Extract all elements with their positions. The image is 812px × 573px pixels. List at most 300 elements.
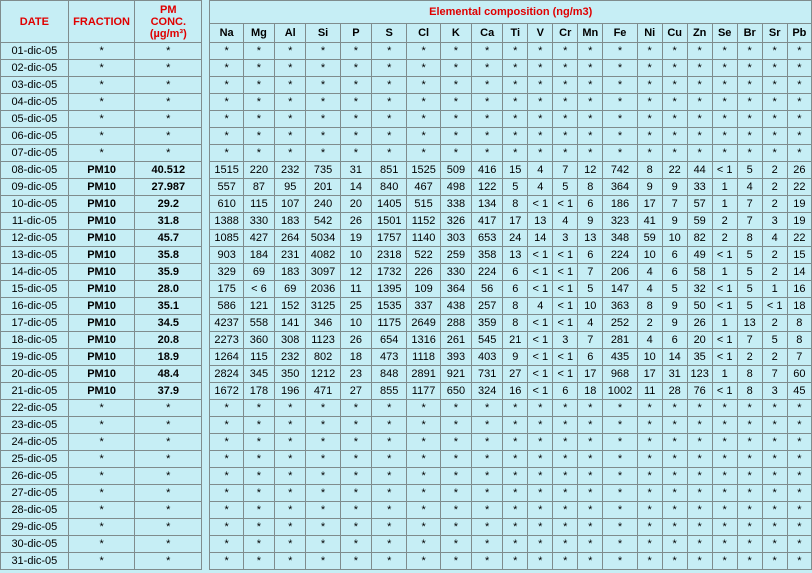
value-cell-ca: * [472,43,503,60]
table-row [1,315,812,332]
value-cell-v: * [528,502,553,519]
value-cell-se: < 1 [712,247,737,264]
value-cell-br: * [737,60,762,77]
value-cell-cl: * [407,400,440,417]
date-cell: 07-dic-05 [1,145,69,162]
date-cell: 16-dic-05 [1,298,69,315]
value-cell-sr: * [762,468,787,485]
value-cell-ni: * [637,43,662,60]
value-cell-zn: * [687,400,712,417]
separator-cell [202,451,210,468]
value-cell-cr: * [553,502,578,519]
value-cell-k: 509 [440,162,471,179]
value-cell-sr: 2 [762,162,787,179]
value-cell-si: 542 [306,213,340,230]
value-cell-pb: * [787,519,811,536]
value-cell-na: * [210,77,243,94]
value-cell-cr: < 1 [553,196,578,213]
pm-conc-cell: 27.987 [135,179,202,196]
table-row [1,94,812,111]
value-cell-cr: * [553,519,578,536]
value-cell-s: * [372,553,407,570]
date-cell: 20-dic-05 [1,366,69,383]
date-cell: 22-dic-05 [1,400,69,417]
value-cell-cr: < 1 [553,315,578,332]
value-cell-ti: 13 [503,247,528,264]
value-cell-se: * [712,519,737,536]
date-cell: 21-dic-05 [1,383,69,400]
value-cell-se: < 1 [712,298,737,315]
value-cell-p: * [340,111,371,128]
value-cell-al: * [275,145,306,162]
value-cell-br: 7 [737,196,762,213]
pm-conc-cell: 37.9 [135,383,202,400]
value-cell-cu: 9 [662,213,687,230]
value-cell-ca: * [472,536,503,553]
value-cell-br: * [737,94,762,111]
value-cell-cu: * [662,400,687,417]
value-cell-mn: * [578,536,603,553]
table-row [1,162,812,179]
pm-header-unit: (µg/m³) [149,27,187,40]
value-cell-se: * [712,145,737,162]
value-cell-zn: * [687,94,712,111]
value-cell-ni: * [637,485,662,502]
value-cell-fe: * [603,536,637,553]
value-cell-al: 183 [275,213,306,230]
value-cell-br: * [737,502,762,519]
fraction-cell: * [68,468,135,485]
value-cell-sr: < 1 [762,298,787,315]
value-cell-na: 175 [210,281,243,298]
value-cell-ti: * [503,519,528,536]
value-cell-ca: 224 [472,264,503,281]
value-cell-s: * [372,111,407,128]
table-row [1,434,812,451]
value-cell-ti: 27 [503,366,528,383]
separator-cell [202,94,210,111]
value-cell-cu: 9 [662,179,687,196]
value-cell-ni: 11 [637,383,662,400]
value-cell-mg: * [243,60,274,77]
date-cell: 11-dic-05 [1,213,69,230]
value-cell-v: < 1 [528,383,553,400]
date-cell: 28-dic-05 [1,502,69,519]
value-cell-ca: 324 [472,383,503,400]
value-cell-v: * [528,60,553,77]
value-cell-se: * [712,43,737,60]
table-row [1,536,812,553]
value-cell-mg: * [243,417,274,434]
value-cell-k: 338 [440,196,471,213]
value-cell-cu: * [662,502,687,519]
value-cell-p: 26 [340,213,371,230]
value-cell-mn: 7 [578,264,603,281]
value-cell-sr: 2 [762,349,787,366]
table-row [1,468,812,485]
value-cell-ti: * [503,128,528,145]
pm-conc-cell: * [135,400,202,417]
element-header-k: K [440,24,471,43]
value-cell-si: * [306,400,340,417]
value-cell-zn: * [687,536,712,553]
value-cell-cr: < 1 [553,281,578,298]
value-cell-pb: 7 [787,349,811,366]
value-cell-si: 4082 [306,247,340,264]
date-cell: 01-dic-05 [1,43,69,60]
separator-cell [202,179,210,196]
value-cell-k: * [440,536,471,553]
value-cell-cu: 28 [662,383,687,400]
value-cell-p: * [340,519,371,536]
value-cell-fe: 323 [603,213,637,230]
table-row [1,400,812,417]
value-cell-ca: 731 [472,366,503,383]
fraction-cell: PM10 [68,179,135,196]
date-cell: 19-dic-05 [1,349,69,366]
value-cell-br: * [737,111,762,128]
value-cell-cu: * [662,43,687,60]
value-cell-ti: * [503,60,528,77]
value-cell-mg: * [243,536,274,553]
value-cell-ti: 17 [503,213,528,230]
value-cell-zn: * [687,434,712,451]
value-cell-na: * [210,145,243,162]
pm-conc-cell: * [135,43,202,60]
value-cell-cr: 7 [553,162,578,179]
value-cell-mn: * [578,502,603,519]
value-cell-sr: * [762,400,787,417]
value-cell-na: * [210,451,243,468]
value-cell-v: < 1 [528,349,553,366]
value-cell-pb: 22 [787,230,811,247]
value-cell-ni: * [637,434,662,451]
table-row [1,366,812,383]
date-cell: 30-dic-05 [1,536,69,553]
value-cell-k: * [440,43,471,60]
element-header-ni: Ni [637,24,662,43]
value-cell-na: 586 [210,298,243,315]
value-cell-na: * [210,60,243,77]
value-cell-sr: * [762,111,787,128]
value-cell-zn: * [687,145,712,162]
value-cell-fe: 224 [603,247,637,264]
value-cell-cl: 109 [407,281,440,298]
fraction-cell: PM10 [68,315,135,332]
value-cell-zn: * [687,519,712,536]
value-cell-cr: * [553,400,578,417]
value-cell-cr: * [553,417,578,434]
value-cell-mg: * [243,145,274,162]
value-cell-sr: 2 [762,315,787,332]
value-cell-cr: * [553,451,578,468]
value-cell-v: < 1 [528,264,553,281]
value-cell-cl: * [407,111,440,128]
value-cell-al: 95 [275,179,306,196]
value-cell-ti: * [503,111,528,128]
value-cell-si: 1212 [306,366,340,383]
value-cell-ti: * [503,43,528,60]
value-cell-mn: 4 [578,315,603,332]
value-cell-cr: 5 [553,179,578,196]
value-cell-se: * [712,128,737,145]
value-cell-pb: * [787,111,811,128]
value-cell-ca: * [472,485,503,502]
value-cell-fe: * [603,451,637,468]
value-cell-p: 12 [340,264,371,281]
date-cell: 13-dic-05 [1,247,69,264]
value-cell-mn: * [578,451,603,468]
value-cell-mg: 330 [243,213,274,230]
value-cell-mg: 220 [243,162,274,179]
value-cell-p: 10 [340,247,371,264]
value-cell-k: 438 [440,298,471,315]
value-cell-zn: 82 [687,230,712,247]
value-cell-zn: 123 [687,366,712,383]
pm-conc-header [135,1,202,43]
value-cell-se: * [712,60,737,77]
value-cell-ni: 10 [637,349,662,366]
value-cell-sr: 3 [762,383,787,400]
table-row [1,485,812,502]
value-cell-p: 23 [340,366,371,383]
value-cell-fe: * [603,434,637,451]
value-cell-al: 69 [275,281,306,298]
fraction-cell: PM10 [68,196,135,213]
element-header-se: Se [712,24,737,43]
value-cell-ti: 24 [503,230,528,247]
value-cell-br: * [737,434,762,451]
table-row [1,196,812,213]
value-cell-fe: * [603,485,637,502]
pm-conc-cell: * [135,77,202,94]
value-cell-ni: * [637,417,662,434]
date-cell: 25-dic-05 [1,451,69,468]
value-cell-ni: * [637,94,662,111]
value-cell-cu: 9 [662,298,687,315]
value-cell-v: < 1 [528,366,553,383]
value-cell-sr: * [762,519,787,536]
value-cell-br: 5 [737,264,762,281]
value-cell-cu: * [662,128,687,145]
value-cell-cr: * [553,94,578,111]
value-cell-mg: 178 [243,383,274,400]
value-cell-cr: * [553,60,578,77]
table-row [1,230,812,247]
table-row [1,502,812,519]
value-cell-ti: * [503,77,528,94]
value-cell-cl: 515 [407,196,440,213]
date-cell: 09-dic-05 [1,179,69,196]
element-header-br: Br [737,24,762,43]
value-cell-sr: 2 [762,179,787,196]
value-cell-fe: 252 [603,315,637,332]
date-cell: 27-dic-05 [1,485,69,502]
value-cell-fe: 364 [603,179,637,196]
element-header-sr: Sr [762,24,787,43]
fraction-cell: * [68,417,135,434]
value-cell-zn: * [687,502,712,519]
fraction-cell: PM10 [68,298,135,315]
value-cell-p: * [340,43,371,60]
fraction-cell: * [68,60,135,77]
value-cell-p: 27 [340,383,371,400]
date-header: DATE [1,1,69,43]
value-cell-al: 232 [275,162,306,179]
fraction-cell: * [68,145,135,162]
value-cell-mg: < 6 [243,281,274,298]
value-cell-al: * [275,111,306,128]
pm-conc-cell: * [135,553,202,570]
value-cell-al: * [275,60,306,77]
value-cell-cl: 1152 [407,213,440,230]
value-cell-v: 13 [528,213,553,230]
value-cell-mg: 360 [243,332,274,349]
value-cell-zn: * [687,128,712,145]
value-cell-br: * [737,43,762,60]
separator-cell [202,383,210,400]
value-cell-s: 473 [372,349,407,366]
table-row [1,60,812,77]
date-cell: 06-dic-05 [1,128,69,145]
value-cell-br: 8 [737,230,762,247]
value-cell-k: 330 [440,264,471,281]
date-cell: 12-dic-05 [1,230,69,247]
value-cell-v: 4 [528,298,553,315]
value-cell-s: * [372,77,407,94]
value-cell-cr: * [553,485,578,502]
value-cell-cl: 1316 [407,332,440,349]
value-cell-mn: * [578,519,603,536]
pm-conc-cell: * [135,94,202,111]
value-cell-ti: 6 [503,281,528,298]
value-cell-ni: 4 [637,264,662,281]
value-cell-br: * [737,417,762,434]
value-cell-cu: 6 [662,264,687,281]
value-cell-cr: < 1 [553,247,578,264]
element-header-al: Al [275,24,306,43]
value-cell-sr: * [762,94,787,111]
value-cell-k: * [440,128,471,145]
separator-cell [202,162,210,179]
value-cell-cu: * [662,468,687,485]
pm-conc-cell: 35.8 [135,247,202,264]
value-cell-cr: * [553,145,578,162]
value-cell-k: 393 [440,349,471,366]
value-cell-mg: 115 [243,349,274,366]
separator-cell [202,315,210,332]
value-cell-cl: * [407,60,440,77]
value-cell-br: * [737,485,762,502]
value-cell-cu: * [662,519,687,536]
value-cell-cl: * [407,536,440,553]
value-cell-cu: * [662,111,687,128]
value-cell-fe: * [603,553,637,570]
pm-conc-cell: * [135,451,202,468]
value-cell-pb: * [787,417,811,434]
value-cell-mg: * [243,43,274,60]
value-cell-zn: * [687,111,712,128]
value-cell-al: * [275,128,306,145]
value-cell-zn: 76 [687,383,712,400]
value-cell-mg: * [243,77,274,94]
value-cell-fe: * [603,60,637,77]
value-cell-mg: * [243,468,274,485]
value-cell-ni: * [637,128,662,145]
value-cell-k: 259 [440,247,471,264]
pm-conc-cell: 45.7 [135,230,202,247]
value-cell-cu: 10 [662,230,687,247]
date-cell: 26-dic-05 [1,468,69,485]
value-cell-cl: * [407,145,440,162]
value-cell-mg: * [243,128,274,145]
value-cell-cr: 3 [553,332,578,349]
value-cell-p: * [340,553,371,570]
value-cell-p: 10 [340,315,371,332]
value-cell-si: * [306,417,340,434]
value-cell-na: 557 [210,179,243,196]
separator-cell [202,417,210,434]
value-cell-s: * [372,94,407,111]
separator-cell [202,332,210,349]
value-cell-s: 1501 [372,213,407,230]
value-cell-ti: * [503,94,528,111]
value-cell-se: * [712,94,737,111]
value-cell-v: < 1 [528,281,553,298]
value-cell-v: * [528,451,553,468]
pm-conc-cell: * [135,434,202,451]
value-cell-si: 471 [306,383,340,400]
value-cell-al: * [275,77,306,94]
value-cell-cl: * [407,434,440,451]
date-cell: 18-dic-05 [1,332,69,349]
value-cell-s: * [372,43,407,60]
value-cell-mn: 6 [578,247,603,264]
date-cell: 31-dic-05 [1,553,69,570]
value-cell-p: 19 [340,230,371,247]
value-cell-fe: 435 [603,349,637,366]
separator-cell [202,349,210,366]
value-cell-al: * [275,417,306,434]
value-cell-na: 1085 [210,230,243,247]
value-cell-cl: * [407,468,440,485]
value-cell-se: 2 [712,230,737,247]
value-cell-ni: 59 [637,230,662,247]
value-cell-si: 5034 [306,230,340,247]
table-row [1,332,812,349]
separator-cell [202,553,210,570]
value-cell-ca: * [472,451,503,468]
value-cell-se: * [712,451,737,468]
pm-conc-cell: 31.8 [135,213,202,230]
value-cell-ti: 6 [503,264,528,281]
value-cell-na: * [210,502,243,519]
value-cell-se: < 1 [712,162,737,179]
value-cell-zn: 59 [687,213,712,230]
element-header-si: Si [306,24,340,43]
value-cell-mn: * [578,434,603,451]
value-cell-fe: 348 [603,230,637,247]
value-cell-v: * [528,468,553,485]
value-cell-zn: 35 [687,349,712,366]
value-cell-v: < 1 [528,315,553,332]
fraction-cell: PM10 [68,230,135,247]
value-cell-br: 2 [737,349,762,366]
value-cell-si: * [306,519,340,536]
value-cell-v: * [528,145,553,162]
value-cell-sr: 1 [762,281,787,298]
fraction-header: FRACTION [68,1,135,43]
